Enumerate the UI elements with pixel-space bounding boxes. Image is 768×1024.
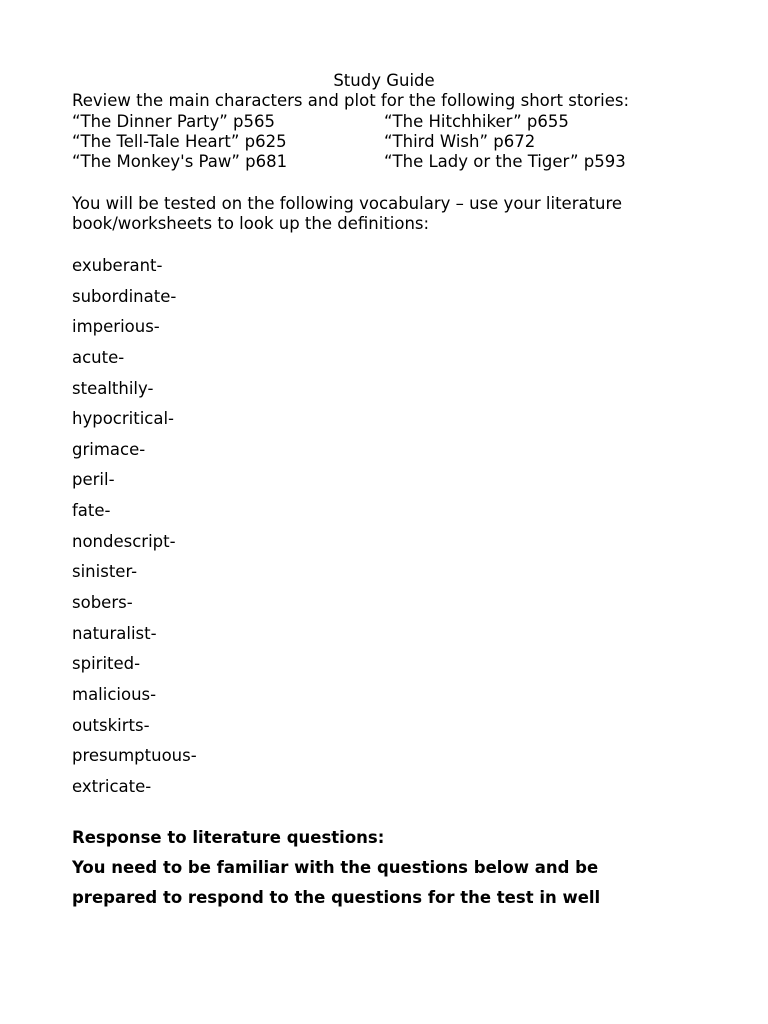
vocab-item: fate- (72, 501, 111, 521)
response-line-1: You need to be familiar with the questions below and be (72, 858, 599, 877)
vocab-item: subordinate- (72, 286, 177, 306)
vocab-item: peril- (72, 470, 115, 490)
vocab-item: extricate- (72, 776, 152, 796)
intro-text: Review the main characters and plot for the following short stories: (72, 91, 630, 110)
vocab-item: outskirts- (72, 715, 150, 735)
vocab-item: spirited- (72, 654, 141, 674)
story-right-2: “Third Wish” p672 (384, 132, 536, 151)
vocab-intro-line-2: book/worksheets to look up the definitions: (72, 214, 430, 233)
story-left-2: “The Tell-Tale Heart” p625 (72, 132, 287, 151)
story-left-3: “The Monkey's Paw” p681 (72, 152, 288, 171)
vocab-item: naturalist- (72, 623, 157, 643)
vocab-item: sinister- (72, 562, 138, 582)
vocab-item: presumptuous- (72, 746, 197, 766)
response-line-2: prepared to respond to the questions for the test in well (72, 888, 601, 907)
vocab-item: malicious- (72, 684, 157, 704)
vocab-intro-line-1: You will be tested on the following vocabulary – use your literature (72, 194, 623, 213)
page-title: Study Guide (333, 71, 435, 90)
vocab-item: acute- (72, 347, 125, 367)
vocab-item: grimace- (72, 439, 146, 459)
vocab-item: stealthily- (72, 378, 154, 398)
vocabulary-list (72, 256, 197, 808)
vocab-item: sobers- (72, 593, 133, 613)
vocab-item: nondescript- (72, 531, 176, 551)
vocab-item: exuberant- (72, 256, 163, 275)
response-heading: Response to literature questions: (72, 828, 385, 847)
vocab-item: hypocritical- (72, 409, 175, 429)
story-left-1: “The Dinner Party” p565 (72, 112, 275, 131)
story-right-3: “The Lady or the Tiger” p593 (384, 152, 626, 171)
vocab-item: imperious- (72, 317, 160, 337)
story-right-1: “The Hitchhiker” p655 (384, 112, 569, 131)
